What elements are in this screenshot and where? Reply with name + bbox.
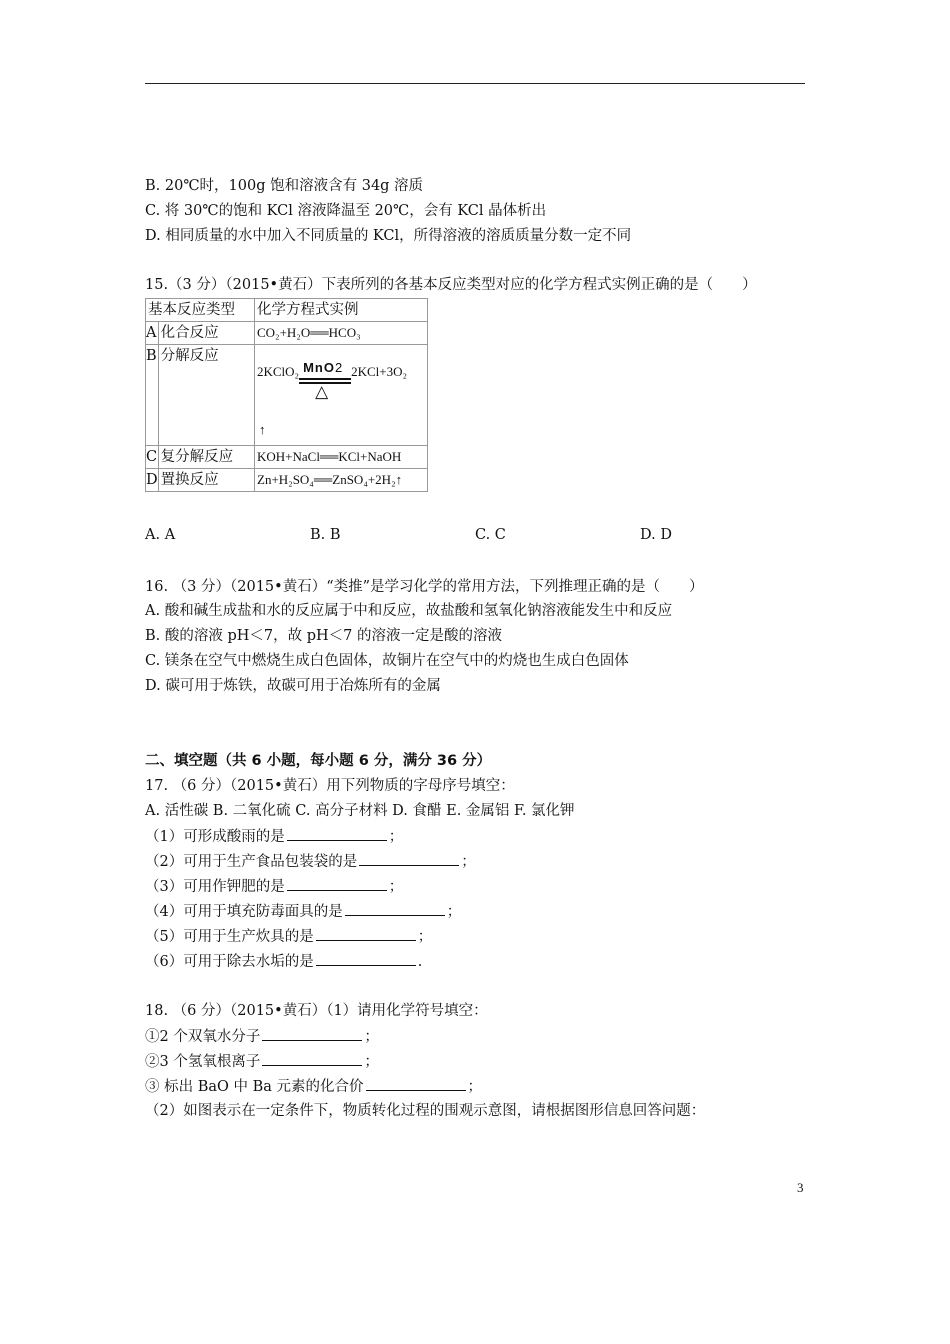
row-letter: A <box>146 322 159 345</box>
item-end: ； <box>388 829 404 845</box>
q18-item-3 <box>145 1076 482 1097</box>
item-text: ①2 个双氧水分子 <box>145 1029 261 1045</box>
item-text: （3）可用作钾肥的是 <box>145 879 285 895</box>
item-end: . <box>417 954 423 970</box>
row-type: 化合反应 <box>158 322 254 345</box>
item-text: （6）可用于除去水垢的是 <box>145 954 314 970</box>
q15-option-c: C. C <box>475 527 506 543</box>
q16-option-a: A. 酸和碱生成盐和水的反应属于中和反应，故盐酸和氢氧化钠溶液能发生中和反应 <box>145 603 673 619</box>
item-text: （4）可用于填充防毒面具的是 <box>145 904 343 920</box>
q15-stem: 15.（3 分）（2015•黄石）下表所列的各基本反应类型对应的化学方程式实例正确的是（ ） <box>145 277 757 293</box>
answer-blank[interactable] <box>345 901 445 916</box>
q15-option-b: B. B <box>310 527 341 543</box>
item-end: ； <box>388 879 404 895</box>
item-text: （2）可用于生产食品包装袋的是 <box>145 854 358 870</box>
q18-item-1 <box>145 1026 379 1047</box>
q17-choices: A. 活性碳 B. 二氧化硫 C. 高分子材料 D. 食醋 E. 金属铝 F. 氯化钾 <box>145 803 575 819</box>
q18-item-2 <box>145 1051 379 1072</box>
answer-blank[interactable] <box>262 1026 362 1041</box>
item-end: ； <box>461 854 476 870</box>
row-equation: CO₂+H₂O══HCO₃ <box>255 322 428 345</box>
q16-stem: 16. （3 分）（2015•黄石）“类推”是学习化学的常用方法，下列推理正确的是（ ） <box>145 579 704 595</box>
catalyst-label: MnO <box>303 360 335 375</box>
q17-stem: 17. （6 分）（2015•黄石）用下列物质的字母序号填空： <box>145 778 515 794</box>
gas-arrow: ↑ <box>259 422 266 437</box>
heat-symbol: △ <box>315 382 329 401</box>
section-title: 二、填空题（共 6 小题，每小题 6 分，满分 36 分） <box>145 753 492 769</box>
row-type: 复分解反应 <box>158 446 254 469</box>
answer-blank[interactable] <box>316 951 416 966</box>
row-equation <box>255 345 428 446</box>
q17-item-4 <box>145 901 461 922</box>
q18-part2: （2）如图表示在一定条件下，物质转化过程的围观示意图，请根据图形信息回答问题： <box>145 1103 706 1119</box>
table-row-a <box>146 322 428 345</box>
q17-item-6 <box>145 951 422 972</box>
table-header-row <box>146 299 428 322</box>
table-row-b <box>146 345 428 446</box>
q15-option-a: A. A <box>145 527 176 543</box>
answer-blank[interactable] <box>262 1051 362 1066</box>
q15-reaction-table <box>145 298 428 492</box>
item-end: ； <box>364 1054 379 1070</box>
q17-item-2 <box>145 851 476 872</box>
item-end: ； <box>417 929 433 945</box>
answer-blank[interactable] <box>359 851 459 866</box>
row-equation: Zn+H₂SO₄══ZnSO₄+2H₂↑ <box>255 469 428 492</box>
header-rule <box>145 83 805 84</box>
item-text: （1）可形成酸雨的是 <box>145 829 285 845</box>
row-letter: C <box>146 446 159 469</box>
table-row-c <box>146 446 428 469</box>
q14-option-b: B. 20℃时，100g 饱和溶液含有 34g 溶质 <box>145 178 424 194</box>
row-equation: KOH+NaCl══KCl+NaOH <box>255 446 428 469</box>
q18-stem: 18. （6 分）（2015•黄石）（1）请用化学符号填空： <box>145 1003 488 1019</box>
catalyst-condition <box>299 361 359 401</box>
answer-blank[interactable] <box>287 826 387 841</box>
q17-item-1 <box>145 826 403 847</box>
item-end: ； <box>467 1079 483 1095</box>
row-type: 分解反应 <box>158 345 254 446</box>
answer-blank[interactable] <box>316 926 416 941</box>
answer-blank[interactable] <box>366 1076 466 1091</box>
item-text: （5）可用于生产炊具的是 <box>145 929 314 945</box>
item-end: ； <box>364 1029 379 1045</box>
page-number: 3 <box>797 1180 804 1195</box>
answer-blank[interactable] <box>287 876 387 891</box>
q14-option-d: D. 相同质量的水中加入不同质量的 KCl，所得溶液的溶质质量分数一定不同 <box>145 228 632 244</box>
equation-left: 2KClO₂ <box>257 364 300 379</box>
q16-option-b: B. 酸的溶液 pH＜7，故 pH＜7 的溶液一定是酸的溶液 <box>145 628 503 644</box>
row-letter: D <box>146 469 159 492</box>
q14-option-c: C. 将 30℃的饱和 KCl 溶液降温至 20℃，会有 KCl 晶体析出 <box>145 203 547 219</box>
item-end: ； <box>446 904 462 920</box>
row-type: 置换反应 <box>158 469 254 492</box>
q16-option-d: D. 碳可用于炼铁，故碳可用于冶炼所有的金属 <box>145 678 441 694</box>
q16-option-c: C. 镁条在空气中燃烧生成白色固体，故铜片在空气中的灼烧也生成白色固体 <box>145 653 629 669</box>
q17-item-3 <box>145 876 403 897</box>
header-equation: 化学方程式实例 <box>255 299 428 322</box>
item-text: ②3 个氢氧根离子 <box>145 1054 261 1070</box>
q17-item-5 <box>145 926 432 947</box>
equation-right: 2KCl+3O₂ <box>351 364 408 379</box>
row-letter: B <box>146 345 159 446</box>
table-row-d <box>146 469 428 492</box>
item-text: ③ 标出 BaO 中 Ba 元素的化合价 <box>145 1079 364 1095</box>
catalyst-subscript: 2 <box>334 360 344 375</box>
q15-option-d: D. D <box>640 527 672 543</box>
header-reaction-type: 基本反应类型 <box>146 299 255 322</box>
